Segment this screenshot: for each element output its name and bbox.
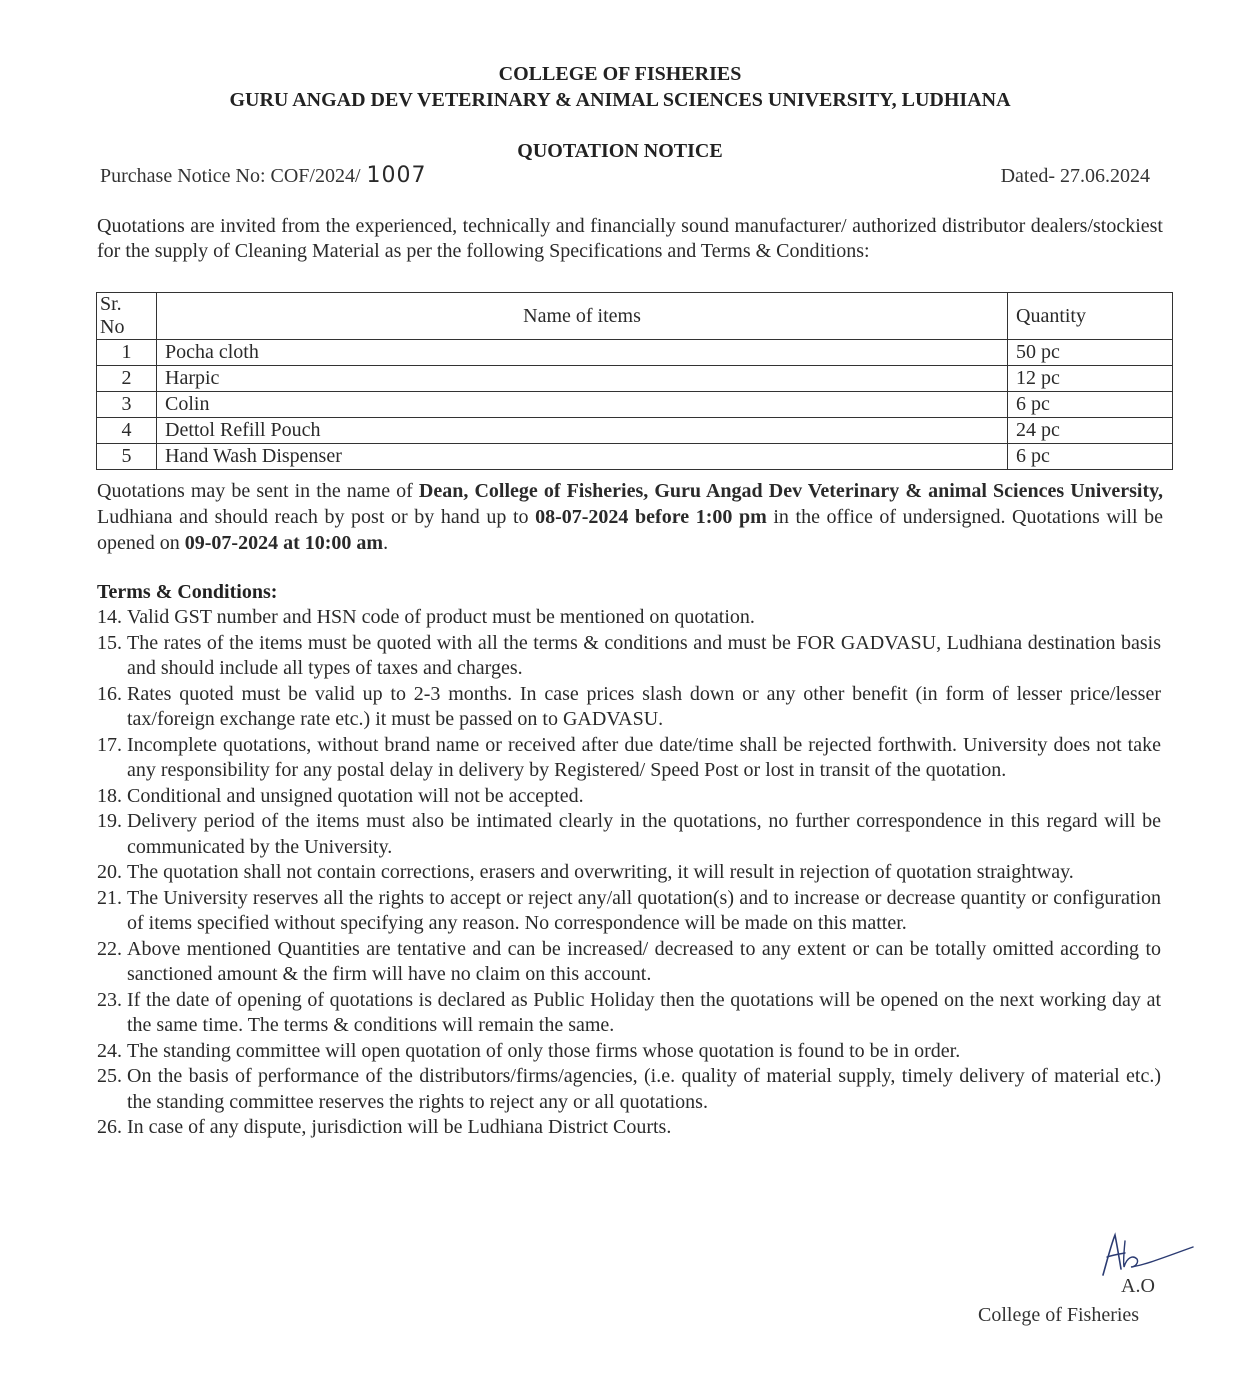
term-text: The University reserves all the rights to accept or reject any/all quotation(s) and to increase or decrease quantity or configuration of items specified without specifying any reason. No correspondence will be made on this matter. xyxy=(127,886,1161,934)
term-text: Valid GST number and HSN code of product must be mentioned on quotation. xyxy=(127,606,755,628)
term-number: 14. xyxy=(97,606,122,628)
term-text: Delivery period of the items must also be intimated clearly in the quotations, no further correspondence in this regard will be communicated by the University. xyxy=(127,810,1161,858)
items-table xyxy=(96,292,1173,470)
term-number: 17. xyxy=(97,733,122,756)
term-number: 23. xyxy=(97,988,122,1011)
table-row xyxy=(97,340,1173,366)
row-sr-no: 1 xyxy=(97,340,157,366)
intro-paragraph: Quotations are invited from the experienced, technically and financially sound manufacturer/ authorized distributor dealers/stockiest for the supply of Cleaning Material as per the following Specifications and Terms & Conditions: xyxy=(97,215,1163,262)
row-quantity: 6 pc xyxy=(1008,444,1173,470)
table-row xyxy=(97,366,1173,392)
term-number: 19. xyxy=(97,810,122,832)
term-number: 24. xyxy=(97,1039,122,1062)
term-number: 22. xyxy=(97,937,122,960)
row-quantity: 6 pc xyxy=(1008,392,1173,418)
purchase-notice-label: Purchase Notice No: COF/2024/ xyxy=(100,165,361,187)
header-quantity: Quantity xyxy=(1008,293,1173,340)
term-item xyxy=(97,988,1161,1039)
row-quantity: 50 pc xyxy=(1008,340,1173,366)
row-item-name: Harpic xyxy=(157,366,1008,392)
term-text: The rates of the items must be quoted with all the terms & conditions and must be FOR GADVASU, Ludhiana destination basis and should include all types of taxes and charges. xyxy=(127,631,1161,679)
term-item xyxy=(97,937,1161,988)
term-number: 20. xyxy=(97,861,122,883)
row-sr-no: 3 xyxy=(97,392,157,418)
term-number: 15. xyxy=(97,631,122,654)
term-item xyxy=(97,886,1161,937)
header-item-name: Name of items xyxy=(157,293,1008,340)
term-item xyxy=(97,784,1161,810)
row-item-name: Colin xyxy=(157,392,1008,418)
term-item xyxy=(97,733,1161,784)
submission-text: . xyxy=(383,532,389,554)
term-item xyxy=(97,605,1161,631)
term-text: Rates quoted must be valid up to 2-3 months. In case prices slash down or any other benefit (in form of lesser price/lesser tax/foreign exchange rate etc.) it must be passed on to GADVASU. xyxy=(127,682,1161,730)
term-number: 16. xyxy=(97,682,122,705)
notice-date: Dated- 27.06.2024 xyxy=(1000,165,1150,187)
row-quantity: 24 pc xyxy=(1008,418,1173,444)
term-text: Incomplete quotations, without brand name or received after due date/time shall be rejected forthwith. University does not take any responsibility for any postal delay in delivery by Registered/ Speed Post or lost in transit of the quotation. xyxy=(127,733,1161,781)
term-text: In case of any dispute, jurisdiction will be Ludhiana District Courts. xyxy=(127,1116,672,1138)
document-title: QUOTATION NOTICE xyxy=(517,140,723,162)
table-row xyxy=(97,444,1173,470)
term-number: 18. xyxy=(97,784,122,807)
table-row xyxy=(97,392,1173,418)
term-item xyxy=(97,1064,1161,1115)
submission-addressee: Dean, College of Fisheries, Guru Angad Dev Veterinary & animal Sciences University, xyxy=(418,480,1163,502)
row-sr-no: 4 xyxy=(97,418,157,444)
table-row xyxy=(97,418,1173,444)
signatory-role: A.O xyxy=(1121,1275,1155,1297)
handwritten-notice-number: 1007 xyxy=(366,163,427,188)
term-number: 26. xyxy=(97,1116,122,1138)
term-item xyxy=(97,809,1161,860)
university-name: GURU ANGAD DEV VETERINARY & ANIMAL SCIENCES UNIVERSITY, LUDHIANA xyxy=(229,89,1011,111)
term-text: Above mentioned Quantities are tentative and can be increased/ decreased to any extent or can be totally omitted according to sanctioned amount & the firm will have no claim on this account. xyxy=(127,937,1161,985)
table-header-row xyxy=(97,293,1173,340)
term-number: 25. xyxy=(97,1065,122,1087)
submission-deadline: 08-07-2024 before 1:00 pm xyxy=(535,506,767,528)
submission-text: Ludhiana and should reach by post or by hand up to xyxy=(97,506,536,528)
term-item xyxy=(97,682,1161,733)
row-item-name: Hand Wash Dispenser xyxy=(157,444,1008,470)
term-item xyxy=(97,1115,1161,1141)
term-text: On the basis of performance of the distributors/firms/agencies, (i.e. quality of material supply, timely delivery of material etc.) the standing committee reserves the rights to reject any or all quotations. xyxy=(127,1065,1161,1113)
submission-text: Quotations may be sent in the name of xyxy=(97,480,419,502)
term-item xyxy=(97,860,1161,886)
submission-text: in the office of undersigned. Quotations will be opened on xyxy=(97,506,1164,554)
row-sr-no: 5 xyxy=(97,444,157,470)
term-text: Conditional and unsigned quotation will not be accepted. xyxy=(127,784,584,807)
purchase-notice-number xyxy=(100,163,427,188)
term-text: The standing committee will open quotation of only those firms whose quotation is found to be in order. xyxy=(127,1039,961,1062)
term-text: The quotation shall not contain corrections, erasers and overwriting, it will result in rejection of quotation straightway. xyxy=(127,861,1074,883)
row-quantity: 12 pc xyxy=(1008,366,1173,392)
submission-paragraph xyxy=(97,478,1163,556)
term-item xyxy=(97,1039,1161,1065)
term-item xyxy=(97,631,1161,682)
row-item-name: Dettol Refill Pouch xyxy=(157,418,1008,444)
header-sr-no: Sr. No xyxy=(97,293,157,340)
term-number: 21. xyxy=(97,886,122,909)
term-text: If the date of opening of quotations is declared as Public Holiday then the quotations will be opened on the next working day at the same time. The terms & conditions will remain the same. xyxy=(127,988,1161,1036)
terms-heading: Terms & Conditions: xyxy=(97,581,278,603)
opening-datetime: 09-07-2024 at 10:00 am xyxy=(184,532,384,554)
terms-list xyxy=(97,605,1161,1141)
row-sr-no: 2 xyxy=(97,366,157,392)
row-item-name: Pocha cloth xyxy=(157,340,1008,366)
signatory-organization: College of Fisheries xyxy=(978,1304,1140,1326)
college-name: COLLEGE OF FISHERIES xyxy=(498,63,742,85)
